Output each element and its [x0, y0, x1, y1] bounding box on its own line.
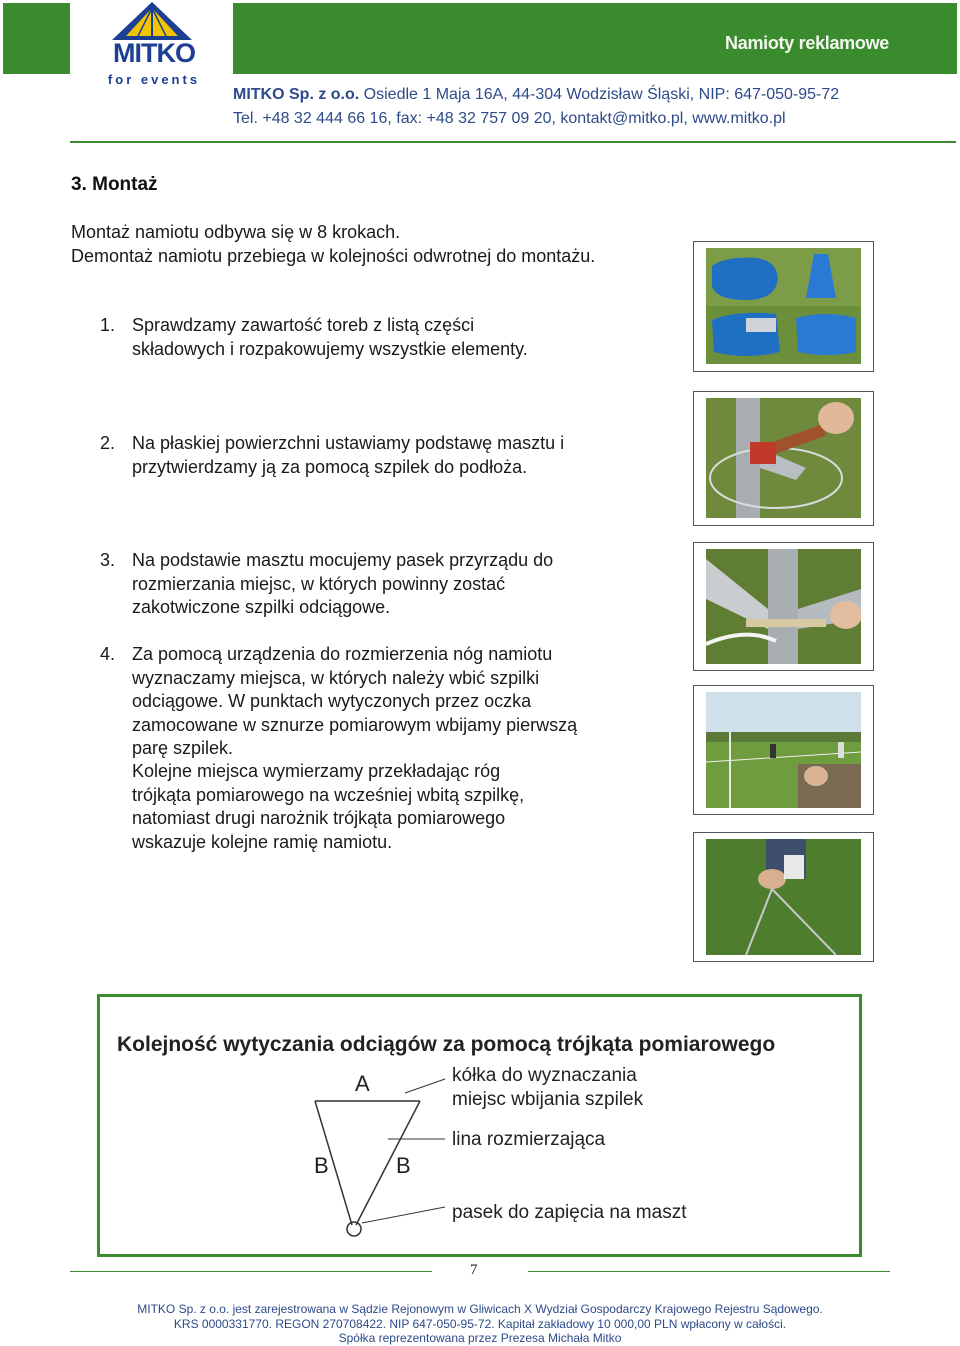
- section-title: 3. Montaż: [71, 174, 158, 195]
- step-line: Sprawdzamy zawartość toreb z listą części: [132, 315, 475, 335]
- bags-photo-image: [706, 248, 861, 364]
- step-line: odciągowe. W punktach wytyczonych przez oczka: [132, 691, 532, 711]
- label-rings-line2: miejsc wbijania szpilek: [452, 1089, 644, 1110]
- intro-line: Montaż namiotu odbywa się w 8 krokach.: [71, 222, 401, 242]
- step-line: rozmierzania miejsc, w których powinny zostać: [132, 573, 506, 594]
- section-intro: [71, 220, 595, 268]
- step-line: natomiast drugi narożnik trójkąta pomiarowego: [132, 808, 506, 828]
- field-photo-image: [706, 692, 861, 808]
- company-address: Osiedle 1 Maja 16A, 44-304 Wodzisław Śląski, NIP: 647-050-95-72: [363, 86, 840, 103]
- step-line: Na płaskiej powierzchni ustawiamy podstawę masztu i: [132, 433, 565, 453]
- label-rings-line1: kółka do wyznaczania: [452, 1065, 637, 1086]
- step-line: wyznaczamy miejsca, w których należy wbić szpilki: [132, 667, 540, 688]
- label-mast-strap: pasek do zapięcia na maszt: [452, 1202, 687, 1223]
- header-accent-block: [3, 3, 70, 74]
- label-measuring-line: lina rozmierzająca: [452, 1129, 606, 1150]
- step-line: zakotwiczone szpilki odciągowe.: [132, 597, 391, 617]
- header-divider: [70, 141, 956, 143]
- photo-bags: [693, 241, 874, 372]
- stake-photo-image: [706, 839, 861, 955]
- header-banner: [233, 3, 957, 74]
- footer-line: Spółka reprezentowana przez Prezesa Michała Mitko: [338, 1331, 622, 1345]
- strap-photo-image: [706, 549, 861, 664]
- step-number: 3.: [100, 550, 116, 570]
- company-info: [233, 86, 839, 104]
- step-line: przytwierdzamy ją za pomocą szpilek do podłoża.: [132, 456, 528, 477]
- company-name: MITKO Sp. z o.o.: [233, 86, 360, 103]
- measuring-triangle-diagram: [97, 994, 862, 1257]
- page-number: 7: [470, 1262, 478, 1278]
- vertex-b-left-label: B: [314, 1153, 329, 1178]
- vertex-b-right-label: B: [396, 1153, 411, 1178]
- photo-field: [693, 685, 874, 815]
- footer-divider-right: [528, 1271, 890, 1272]
- step-line: trójkąta pomiarowego na wcześniej wbitą szpilkę,: [132, 784, 525, 805]
- diagram-title: Kolejność wytyczania odciągów za pomocą trójkąta pomiarowego: [117, 1033, 776, 1056]
- photo-strap: [693, 542, 874, 671]
- company-contact: Tel. +48 32 444 66 16, fax: +48 32 757 09 20, kontakt@mitko.pl, www.mitko.pl: [233, 110, 786, 127]
- step-line: Kolejne miejsca wymierzamy przekładając róg: [132, 761, 501, 781]
- step-line: Na podstawie masztu mocujemy pasek przyrządu do: [132, 550, 554, 570]
- step-line: składowych i rozpakowujemy wszystkie elementy.: [132, 338, 528, 359]
- intro-line: Demontaż namiotu przebiega w kolejności odwrotnej do montażu.: [71, 246, 596, 266]
- footer-divider-left: [70, 1271, 432, 1272]
- vertex-a-label: A: [355, 1071, 370, 1096]
- step-number: 1.: [100, 315, 116, 335]
- footer-line: MITKO Sp. z o.o. jest zarejestrowana w Sądzie Rejonowym w Gliwicach X Wydział Gospodarczy Krajowego Rejestru Sądowego.: [137, 1302, 823, 1316]
- step-line: zamocowane w sznurze pomiarowym wbijamy pierwszą: [132, 714, 578, 735]
- step-number: 4.: [100, 644, 116, 664]
- step-line: Za pomocą urządzenia do rozmierzenia nóg namiotu: [132, 644, 553, 664]
- step-number: 2.: [100, 433, 116, 453]
- logo-brand-text: MITKO: [113, 38, 195, 68]
- footer-legal: [0, 1302, 960, 1346]
- mast-base-photo-image: [706, 398, 861, 518]
- footer-line: KRS 0000331770. REGON 270708422. NIP 647-050-95-72. Kapitał zakładowy 10 000,00 PLN wpłacony w całości.: [173, 1316, 787, 1331]
- header-tagline: Namioty reklamowe: [725, 33, 889, 53]
- logo-subtitle: for events: [107, 72, 201, 87]
- photo-stake: [693, 832, 874, 962]
- step-line: parę szpilek.: [132, 738, 234, 758]
- photo-mast-base: [693, 391, 874, 526]
- step-line: wskazuje kolejne ramię namiotu.: [132, 831, 393, 852]
